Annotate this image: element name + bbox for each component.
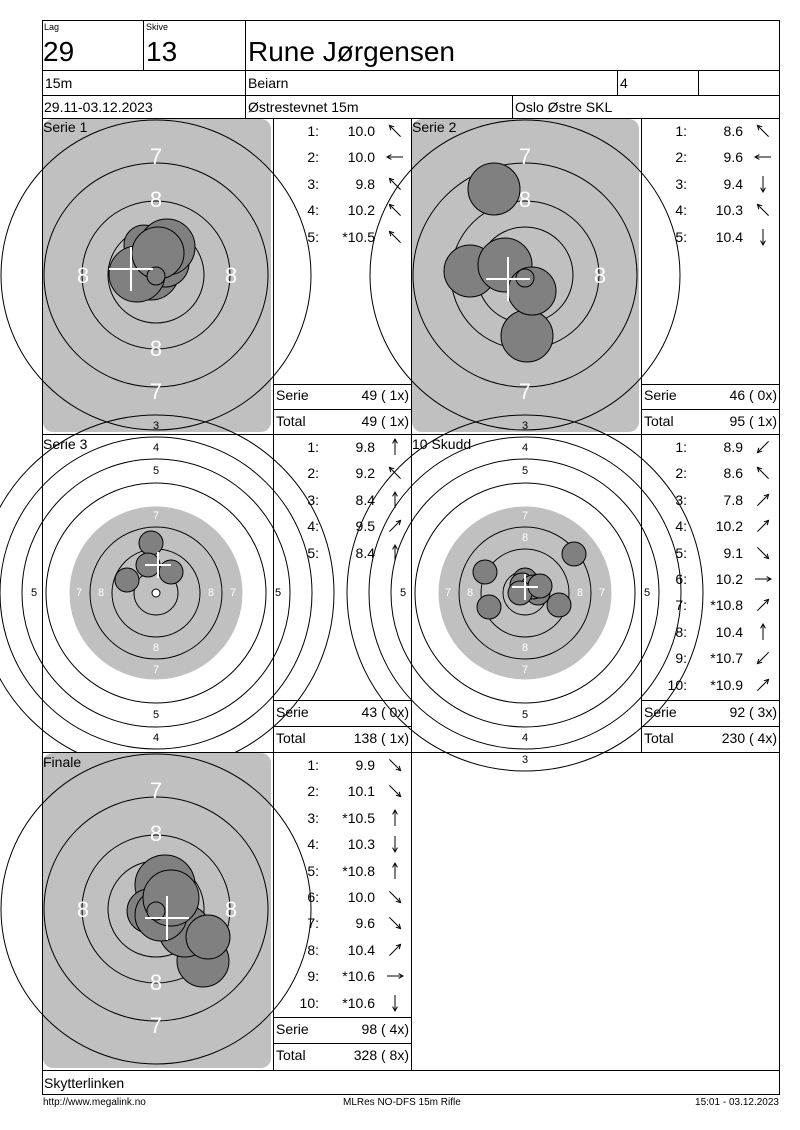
shot-hole bbox=[562, 542, 586, 566]
ring-label: 7 bbox=[149, 378, 163, 404]
ring-label: 5 bbox=[399, 586, 407, 599]
shot-row bbox=[274, 806, 411, 832]
shot-row bbox=[642, 461, 779, 487]
shot-number: 9: bbox=[675, 650, 687, 667]
direction-arrow-icon bbox=[753, 174, 773, 194]
shot-number: 3: bbox=[307, 175, 319, 192]
shot-hole bbox=[159, 560, 183, 584]
total-label: Total bbox=[644, 730, 674, 746]
shot-number: 5: bbox=[307, 228, 319, 245]
shot-row bbox=[274, 832, 411, 858]
shot-hole bbox=[547, 593, 571, 617]
total-value: 230 ( 4x) bbox=[721, 730, 777, 746]
shot-number: 1: bbox=[307, 439, 319, 455]
shot-row bbox=[274, 885, 411, 911]
direction-arrow-icon bbox=[753, 569, 773, 589]
ring-label: 6 bbox=[521, 685, 529, 698]
shot-number: 5: bbox=[675, 544, 687, 561]
direction-arrow-icon bbox=[385, 966, 405, 986]
shot-row bbox=[642, 435, 779, 461]
panel-title-serie-3: Serie 3 bbox=[43, 436, 88, 452]
shot-row bbox=[642, 541, 779, 567]
ring-label: 7 bbox=[149, 777, 163, 803]
shot-number: 2: bbox=[675, 149, 687, 166]
serie-value: 49 ( 1x) bbox=[361, 387, 409, 403]
shot-number: 3: bbox=[675, 175, 687, 192]
shot-score: 9.9 bbox=[355, 757, 375, 773]
serie-value: 92 ( 3x) bbox=[729, 704, 777, 720]
ring-label: 8 bbox=[149, 969, 163, 995]
shot-hole bbox=[115, 568, 139, 592]
ring-label: 7 bbox=[518, 378, 532, 404]
ring-label: 7 bbox=[152, 663, 160, 676]
total-label: Total bbox=[644, 413, 674, 429]
shot-list-serie-3 bbox=[274, 434, 411, 700]
ring-label: 3 bbox=[521, 419, 529, 432]
ring-label: 5 bbox=[152, 708, 160, 721]
shot-score: 8.9 bbox=[723, 439, 743, 455]
shot-row bbox=[642, 145, 779, 171]
direction-arrow-icon bbox=[385, 861, 405, 881]
total-label: Total bbox=[276, 413, 306, 429]
ring-label: 8 bbox=[207, 586, 215, 599]
shot-row bbox=[642, 620, 779, 646]
panel-title-serie-1: Serie 1 bbox=[43, 119, 88, 135]
ring-label: 6 bbox=[53, 586, 61, 599]
shot-number: 7: bbox=[675, 597, 687, 614]
shot-row bbox=[274, 541, 411, 567]
ring-label: 3 bbox=[152, 419, 160, 432]
center-dot bbox=[152, 589, 160, 597]
direction-arrow-icon bbox=[385, 516, 405, 536]
shot-score: 10.3 bbox=[715, 202, 743, 219]
shot-score: 8.6 bbox=[723, 123, 743, 139]
shot-score: 10.4 bbox=[715, 228, 743, 245]
shot-row bbox=[274, 435, 411, 461]
direction-arrow-icon bbox=[753, 147, 773, 167]
shot-number: 4: bbox=[307, 518, 319, 535]
serie-label: Serie bbox=[276, 387, 309, 403]
direction-arrow-icon bbox=[385, 121, 405, 141]
shot-hole bbox=[468, 163, 520, 215]
total-label: Total bbox=[276, 730, 306, 746]
target-10-skudd bbox=[399, 419, 651, 766]
shot-row bbox=[642, 593, 779, 619]
shot-row bbox=[274, 991, 411, 1017]
shot-number: 3: bbox=[307, 809, 319, 826]
panel-title-10-skudd: 10 Skudd bbox=[412, 436, 472, 452]
ring-label: 6 bbox=[251, 586, 259, 599]
target-finale bbox=[43, 753, 273, 1070]
direction-arrow-icon bbox=[753, 463, 773, 483]
shot-score: 10.0 bbox=[347, 123, 375, 139]
shooter-name: Rune Jørgensen bbox=[248, 36, 456, 67]
shot-hole bbox=[139, 531, 163, 555]
lag-value: 29 bbox=[43, 36, 75, 67]
direction-arrow-icon bbox=[753, 437, 773, 457]
direction-arrow-icon bbox=[753, 200, 773, 220]
shot-list-serie-2 bbox=[642, 118, 779, 384]
shot-score: 8.6 bbox=[723, 465, 743, 482]
direction-arrow-icon bbox=[385, 834, 405, 854]
shot-row bbox=[274, 461, 411, 487]
ring-label: 5 bbox=[274, 586, 282, 599]
shot-score: *10.7 bbox=[710, 650, 743, 667]
shot-number: 5: bbox=[307, 862, 319, 879]
direction-arrow-icon bbox=[753, 227, 773, 247]
shot-number: 5: bbox=[675, 228, 687, 245]
shot-row bbox=[642, 119, 779, 145]
total-value: 49 ( 1x) bbox=[361, 413, 409, 429]
ring-label: 8 bbox=[76, 262, 90, 288]
ring-label: 7 bbox=[521, 663, 529, 676]
shot-hole bbox=[186, 915, 230, 959]
ring-label: 7 bbox=[152, 509, 160, 522]
shot-list-serie-1 bbox=[274, 118, 411, 384]
direction-arrow-icon bbox=[385, 200, 405, 220]
ring-label: 6 bbox=[152, 685, 160, 698]
dates: 29.11-03.12.2023 bbox=[44, 99, 153, 115]
total-value: 328 ( 8x) bbox=[353, 1047, 409, 1063]
shot-number: 3: bbox=[675, 491, 687, 508]
direction-arrow-icon bbox=[385, 808, 405, 828]
ring-label: 4 bbox=[521, 731, 529, 744]
direction-arrow-icon bbox=[385, 174, 405, 194]
shot-list-10-skudd bbox=[642, 434, 779, 700]
shot-row bbox=[642, 198, 779, 224]
shot-number: 1: bbox=[307, 757, 319, 773]
shot-score: 7.8 bbox=[723, 491, 743, 508]
serie-value: 46 ( 0x) bbox=[729, 387, 777, 403]
shot-score: *10.6 bbox=[342, 968, 375, 985]
class-value: 4 bbox=[620, 75, 628, 91]
direction-arrow-icon bbox=[385, 147, 405, 167]
direction-arrow-icon bbox=[753, 622, 773, 642]
ring-label: 5 bbox=[521, 708, 529, 721]
direction-arrow-icon bbox=[385, 887, 405, 907]
shot-score: *10.5 bbox=[342, 809, 375, 826]
shot-number: 2: bbox=[307, 149, 319, 166]
target-serie-2 bbox=[412, 119, 641, 434]
shot-row bbox=[642, 567, 779, 593]
shot-score: *10.6 bbox=[342, 994, 375, 1011]
shot-number: 2: bbox=[675, 465, 687, 482]
footer-brand: Skytterlinken bbox=[44, 1075, 125, 1091]
shot-score: 8.4 bbox=[355, 544, 375, 561]
shot-number: 4: bbox=[675, 518, 687, 535]
ring-label: 6 bbox=[521, 487, 529, 500]
shot-hole bbox=[501, 310, 553, 362]
direction-arrow-icon bbox=[385, 993, 405, 1013]
serie-label: Serie bbox=[644, 704, 677, 720]
shot-row bbox=[642, 488, 779, 514]
direction-arrow-icon bbox=[753, 121, 773, 141]
ring-label: 7 bbox=[444, 586, 452, 599]
shot-row bbox=[274, 938, 411, 964]
ring-label: 8 bbox=[224, 262, 238, 288]
ring-label: 7 bbox=[149, 143, 163, 169]
ring-label: 7 bbox=[518, 143, 532, 169]
direction-arrow-icon bbox=[753, 543, 773, 563]
shot-number: 7: bbox=[307, 915, 319, 932]
shot-score: 9.4 bbox=[723, 175, 743, 192]
ring-label: 8 bbox=[466, 586, 474, 599]
ring-label: 8 bbox=[149, 820, 163, 846]
ring-label: 8 bbox=[224, 896, 238, 922]
ring-label: 6 bbox=[152, 487, 160, 500]
ring-label: 7 bbox=[75, 586, 83, 599]
distance: 15m bbox=[45, 75, 73, 91]
ring-label: 8 bbox=[76, 896, 90, 922]
ring-label: 8 bbox=[521, 641, 529, 654]
direction-arrow-icon bbox=[385, 940, 405, 960]
direction-arrow-icon bbox=[385, 227, 405, 247]
shot-score: 10.0 bbox=[347, 149, 375, 166]
shot-row bbox=[642, 172, 779, 198]
shot-number: 10: bbox=[299, 994, 319, 1011]
shot-score: 10.0 bbox=[347, 889, 375, 905]
shot-row bbox=[274, 198, 411, 224]
shot-score: 10.2 bbox=[715, 571, 743, 587]
shot-number: 1: bbox=[675, 439, 687, 455]
shot-hole bbox=[477, 595, 501, 619]
ring-label: 6 bbox=[620, 586, 628, 599]
shot-number: 2: bbox=[307, 783, 319, 800]
footer-timestamp: 15:01 - 03.12.2023 bbox=[695, 1097, 779, 1108]
target-serie-1 bbox=[43, 119, 273, 434]
shot-row bbox=[642, 514, 779, 540]
ring-label: 5 bbox=[152, 464, 160, 477]
ring-label: 4 bbox=[521, 441, 529, 454]
shot-number: 6: bbox=[675, 571, 687, 587]
ring-label: 5 bbox=[521, 464, 529, 477]
organizer: Oslo Østre SKL bbox=[515, 99, 613, 115]
serie-label: Serie bbox=[644, 387, 677, 403]
shot-score: 10.2 bbox=[347, 202, 375, 219]
shot-number: 10: bbox=[667, 676, 687, 693]
shot-number: 8: bbox=[307, 941, 319, 958]
shot-number: 1: bbox=[675, 123, 687, 139]
shot-score: *10.9 bbox=[710, 676, 743, 693]
panel-title-serie-2: Serie 2 bbox=[412, 119, 457, 135]
shot-row bbox=[274, 172, 411, 198]
shot-score: *10.5 bbox=[342, 228, 375, 245]
shot-number: 4: bbox=[675, 202, 687, 219]
total-label: Total bbox=[276, 1047, 306, 1063]
shot-score: 9.8 bbox=[355, 439, 375, 455]
shot-row bbox=[274, 145, 411, 171]
direction-arrow-icon bbox=[385, 781, 405, 801]
ring-label: 7 bbox=[149, 1012, 163, 1038]
direction-arrow-icon bbox=[753, 648, 773, 668]
shot-score: 9.6 bbox=[723, 149, 743, 166]
shot-list-finale bbox=[274, 752, 411, 1018]
shot-number: 4: bbox=[307, 202, 319, 219]
shot-score: *10.8 bbox=[342, 862, 375, 879]
shot-score: 9.6 bbox=[355, 915, 375, 932]
direction-arrow-icon bbox=[385, 755, 405, 775]
direction-arrow-icon bbox=[753, 490, 773, 510]
direction-arrow-icon bbox=[753, 675, 773, 695]
shot-row bbox=[642, 673, 779, 699]
shot-score: 9.8 bbox=[355, 175, 375, 192]
ring-label: 3 bbox=[521, 753, 529, 766]
shot-score: *10.8 bbox=[710, 597, 743, 614]
shot-hole bbox=[473, 560, 497, 584]
shot-number: 4: bbox=[307, 836, 319, 853]
skive-value: 13 bbox=[146, 36, 178, 67]
direction-arrow-icon bbox=[753, 595, 773, 615]
shot-score: 10.3 bbox=[347, 836, 375, 853]
footer-url[interactable]: http://www.megalink.no bbox=[43, 1097, 146, 1108]
shot-number: 2: bbox=[307, 465, 319, 482]
shot-row bbox=[642, 646, 779, 672]
ring-label: 5 bbox=[643, 586, 651, 599]
ring-label: 8 bbox=[576, 586, 584, 599]
shot-row bbox=[274, 911, 411, 937]
ring-label: 8 bbox=[152, 641, 160, 654]
ring-label: 8 bbox=[521, 531, 529, 544]
ring-label: 8 bbox=[593, 262, 607, 288]
shot-number: 1: bbox=[307, 123, 319, 139]
shot-score: 10.4 bbox=[347, 941, 375, 958]
shot-score: 9.2 bbox=[355, 465, 375, 482]
shot-number: 3: bbox=[307, 491, 319, 508]
ring-label: 8 bbox=[149, 186, 163, 212]
shot-number: 5: bbox=[307, 544, 319, 561]
direction-arrow-icon bbox=[753, 516, 773, 536]
shot-score: 10.4 bbox=[715, 623, 743, 640]
shot-row bbox=[274, 225, 411, 251]
ring-label: 8 bbox=[149, 335, 163, 361]
shot-row bbox=[274, 514, 411, 540]
target-serie-3 bbox=[30, 419, 282, 752]
serie-label: Serie bbox=[276, 1021, 309, 1037]
ring-label: 8 bbox=[97, 586, 105, 599]
shot-score: 9.1 bbox=[723, 544, 743, 561]
total-value: 138 ( 1x) bbox=[353, 730, 409, 746]
shot-row bbox=[274, 964, 411, 990]
skive-label: Skive bbox=[146, 22, 169, 32]
shot-score: 9.5 bbox=[355, 518, 375, 535]
shot-row bbox=[274, 488, 411, 514]
shot-row bbox=[274, 779, 411, 805]
ring-label: 5 bbox=[30, 586, 38, 599]
ring-label: 8 bbox=[518, 186, 532, 212]
ring-label: 7 bbox=[229, 586, 237, 599]
serie-label: Serie bbox=[276, 704, 309, 720]
shot-row bbox=[274, 859, 411, 885]
direction-arrow-icon bbox=[385, 913, 405, 933]
panel-title-finale: Finale bbox=[43, 754, 82, 770]
ring-label: 7 bbox=[521, 509, 529, 522]
serie-value: 43 ( 0x) bbox=[361, 704, 409, 720]
shot-score: 8.4 bbox=[355, 491, 375, 508]
shot-row bbox=[274, 753, 411, 779]
shot-number: 6: bbox=[307, 889, 319, 905]
footer-software: MLRes NO-DFS 15m Rifle bbox=[343, 1097, 461, 1108]
total-value: 95 ( 1x) bbox=[729, 413, 777, 429]
ring-label: 4 bbox=[152, 731, 160, 744]
ring-label: 4 bbox=[152, 441, 160, 454]
direction-arrow-icon bbox=[385, 437, 405, 457]
event-name: Østrestevnet 15m bbox=[248, 99, 359, 115]
ring-label: 7 bbox=[598, 586, 606, 599]
shot-number: 9: bbox=[307, 968, 319, 985]
direction-arrow-icon bbox=[385, 463, 405, 483]
serie-value: 98 ( 4x) bbox=[361, 1021, 409, 1037]
shot-row bbox=[274, 119, 411, 145]
lag-label: Lag bbox=[44, 22, 60, 32]
direction-arrow-icon bbox=[385, 490, 405, 510]
ring-label: 6 bbox=[422, 586, 430, 599]
shot-score: 10.1 bbox=[347, 783, 375, 800]
club: Beiarn bbox=[248, 75, 289, 91]
direction-arrow-icon bbox=[385, 543, 405, 563]
shot-row bbox=[642, 225, 779, 251]
shot-score: 10.2 bbox=[715, 518, 743, 535]
shot-number: 8: bbox=[675, 623, 687, 640]
